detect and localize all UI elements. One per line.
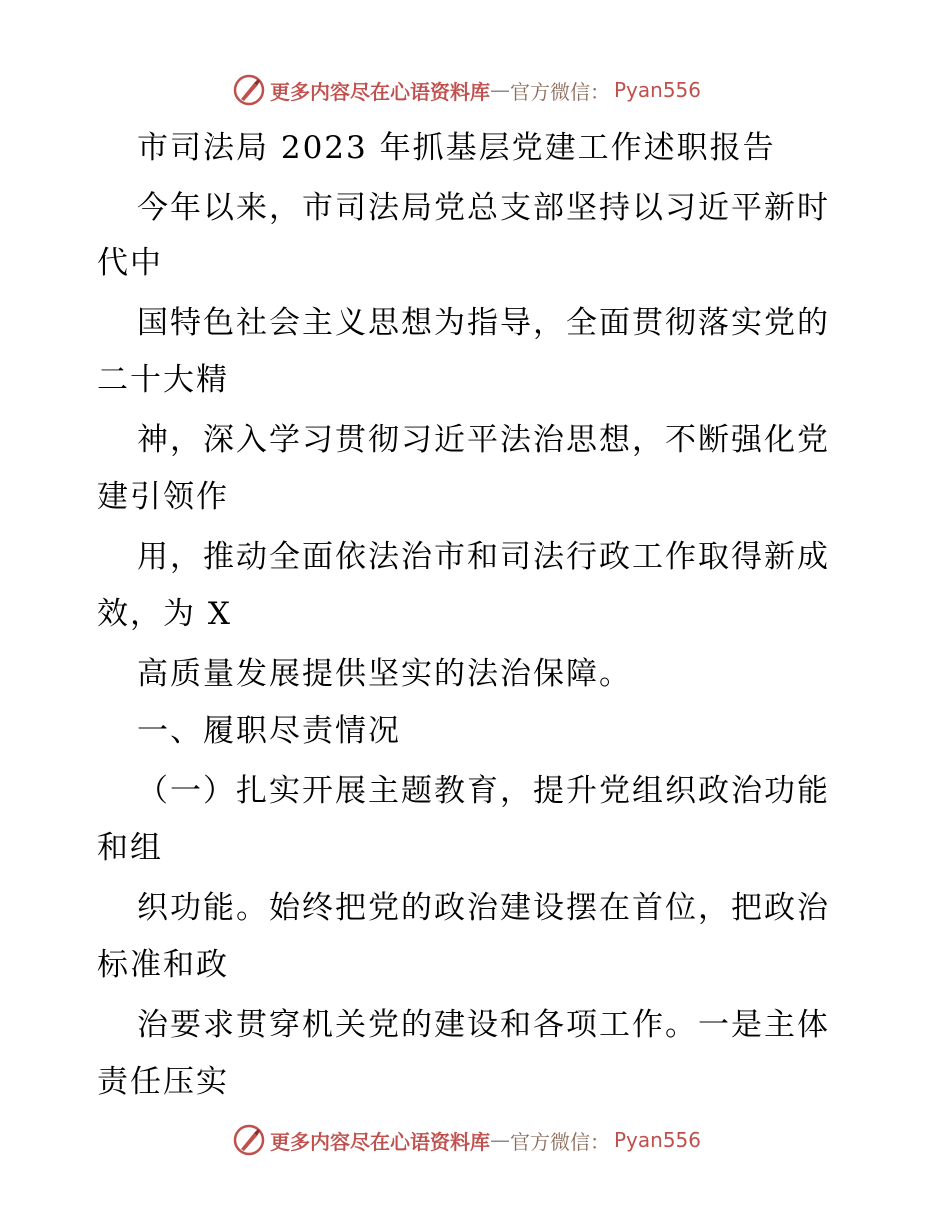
- watermark-main-text: 更多内容尽在心语资料库: [270, 1129, 490, 1154]
- paragraph-line: 代中: [97, 245, 163, 281]
- document-title: 市司法局 2023 年抓基层党建工作述职报告: [137, 130, 776, 166]
- paragraph-line: 和组: [97, 830, 163, 866]
- paragraph-line: 效，为 X: [97, 596, 232, 632]
- watermark-wechat-id: Pyan556: [614, 78, 702, 102]
- quill-pen-icon: [232, 1123, 266, 1157]
- footer-watermark: [232, 1122, 701, 1158]
- header-watermark: [232, 72, 701, 108]
- paragraph-line: 治要求贯穿机关党的建设和各项工作。一是主体: [137, 1007, 830, 1043]
- watermark-label: 官方微信：: [510, 1129, 610, 1154]
- watermark-separator: —: [490, 78, 510, 102]
- paragraph-line: 用，推动全面依法治市和司法行政工作取得新成: [137, 539, 830, 575]
- paragraph-line: 建引领作: [97, 479, 229, 515]
- paragraph-line: 神，深入学习贯彻习近平法治思想，不断强化党: [137, 422, 830, 458]
- paragraph-line: 二十大精: [97, 362, 229, 398]
- quill-pen-icon: [232, 73, 266, 107]
- watermark-separator: —: [490, 1128, 510, 1152]
- paragraph-line: 织功能。始终把党的政治建设摆在首位，把政治: [137, 890, 830, 926]
- watermark-wechat-id: Pyan556: [614, 1128, 702, 1152]
- subsection-heading: （一）扎实开展主题教育，提升党组织政治功能: [137, 773, 830, 809]
- paragraph-line: 今年以来，市司法局党总支部坚持以习近平新时: [137, 190, 830, 226]
- watermark-main-text: 更多内容尽在心语资料库: [270, 79, 490, 104]
- paragraph-line: 国特色社会主义思想为指导，全面贯彻落实党的: [137, 305, 830, 341]
- watermark-label: 官方微信：: [510, 79, 610, 104]
- paragraph-line: 高质量发展提供坚实的法治保障。: [137, 656, 632, 692]
- paragraph-line: 标准和政: [97, 947, 229, 983]
- section-heading: 一、履职尽责情况: [137, 713, 401, 749]
- paragraph-line: 责任压实: [97, 1064, 229, 1100]
